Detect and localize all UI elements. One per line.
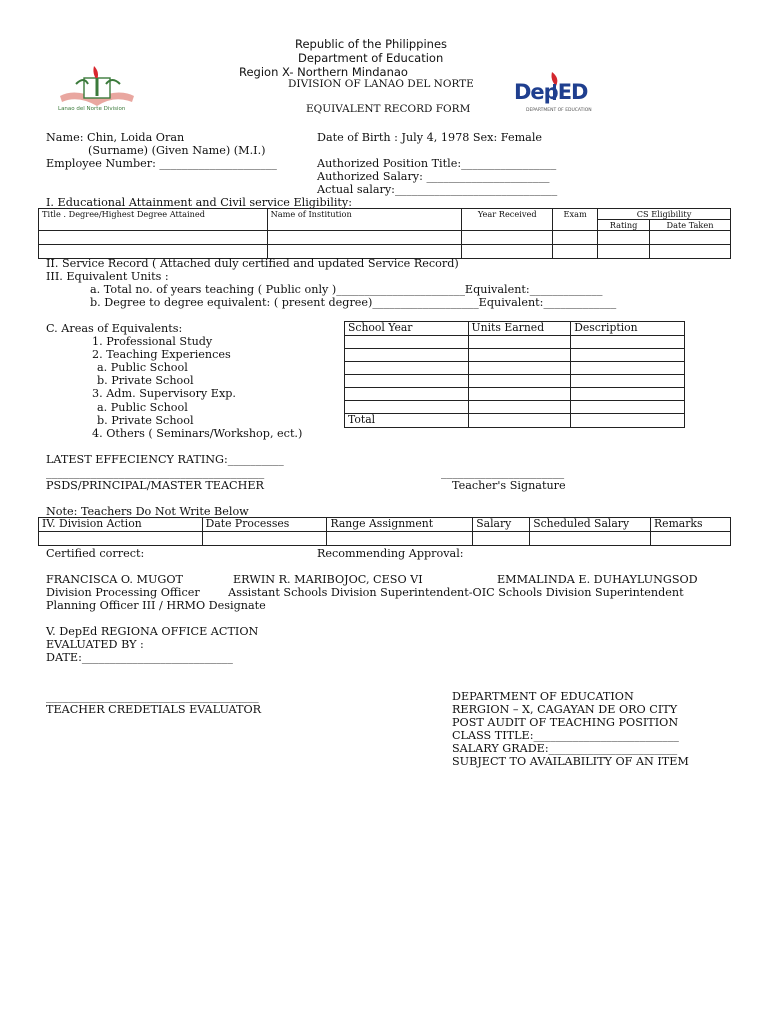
education-table [38,208,731,259]
section1-title: I. Educational Attainment and Civil service Eligibility: [46,196,352,209]
table-row [345,336,685,349]
col-remarks: Remarks [651,518,731,532]
signature-line-left: _______________________________________ [46,466,265,479]
table-row [345,388,685,401]
right-block-line: SALARY GRADE:_______________________ [452,742,678,755]
note: Note: Teachers Do Not Write Below [46,505,249,518]
signature-label-teacher: Teacher's Signature [452,479,566,492]
section2-title: II. Service Record ( Attached duly certified and updated Service Record) [46,257,459,270]
deped-logo-caption: DEPARTMENT OF EDUCATION [526,108,592,113]
evaluator-label: TEACHER CREDETIALS EVALUATOR [46,703,262,716]
col-exam: Exam [553,209,598,231]
area-item: 4. Others ( Seminars/Workshop, ect.) [92,427,303,440]
total-label: Total [345,414,469,428]
name-hint: (Surname) (Given Name) (M.I.) [88,144,266,157]
recommending-approval: Recommending Approval: [317,547,464,560]
area-item: b. Private School [97,374,194,387]
header-region: Region X- Northern Mindanao [239,65,408,79]
header-department: Department of Education [298,51,444,65]
form-title: EQUIVALENT RECORD FORM [306,103,471,115]
area-item: b. Private School [97,414,194,427]
actual-salary: Actual salary:_____________________________ [317,183,558,196]
col-range-assignment: Range Assignment [327,518,473,532]
right-block-line: DEPARTMENT OF EDUCATION [452,690,634,703]
col-school-year: School Year [345,322,469,336]
signatory-title-hrmo: Planning Officer III / HRMO Designate [46,599,266,612]
table-row [345,401,685,414]
signatory-maribojoc: ERWIN R. MARIBOJOC, CESO VI [233,573,423,586]
deped-logo [512,70,592,118]
table-row [345,362,685,375]
equivalent-a: a. Total no. of years teaching ( Public only )_______________________Equivalent:_____________ [90,283,603,296]
col-year-received: Year Received [462,209,553,231]
areas-title: C. Areas of Equivalents: [46,322,183,335]
signatory-duhaylungsod: EMMALINDA E. DUHAYLUNGSOD [497,573,698,586]
name-line: Name: Chin, Loida Oran [46,131,185,144]
table-row [345,375,685,388]
section3-title: III. Equivalent Units : [46,270,169,283]
right-block-line: RERGION – X, CAGAYAN DE ORO CITY [452,703,678,716]
col-degree: Title . Degree/Highest Degree Attained [39,209,268,231]
col-scheduled-salary: Scheduled Salary [530,518,651,532]
units-table [344,321,685,428]
division-logo [54,62,140,114]
table-row [39,231,731,245]
signatory-titles: Division Processing Officer Assistant Schools Division Superintendent-OIC Schools Division Superintendent [46,586,684,599]
evaluator-signature-line: ______________________________________ [46,690,259,703]
right-block-line: SUBJECT TO AVAILABILITY OF AN ITEM [452,755,689,768]
division-logo-caption: Lanao del Norte Division [58,106,126,112]
area-item: 1. Professional Study [92,335,213,348]
col-cs-eligibility: CS Eligibility [598,209,731,220]
latest-rating: LATEST EFFECIENCY RATING:__________ [46,453,284,466]
col-date-taken: Date Taken [650,220,731,231]
right-block-line: POST AUDIT OF TEACHING POSITION [452,716,679,729]
section5-title: V. DepEd REGIONA OFFICE ACTION [46,625,259,638]
table-row [39,532,731,546]
col-salary: Salary [473,518,530,532]
auth-salary: Authorized Salary: ______________________ [317,170,550,183]
col-division-action: IV. Division Action [39,518,203,532]
auth-position-title: Authorized Position Title:_________________ [317,157,557,170]
employee-number: Employee Number: _____________________ [46,157,277,170]
header-republic: Republic of the Philippines [295,37,448,51]
area-item: 2. Teaching Experiences [92,348,231,361]
signature-line-right: ______________________ [441,466,565,479]
dob-sex: Date of Birth : July 4, 1978 Sex: Female [317,131,543,144]
area-item: 3. Adm. Supervisory Exp. [92,387,236,400]
right-block-line: CLASS TITLE:__________________________ [452,729,679,742]
evaluation-date: DATE:___________________________ [46,651,233,664]
col-institution: Name of Institution [267,209,462,231]
col-date-processes: Date Processes [202,518,327,532]
col-units-earned: Units Earned [468,322,571,336]
equivalent-b: b. Degree to degree equivalent: ( present degree)___________________Equivalent:_____________ [90,296,617,309]
col-rating: Rating [598,220,650,231]
evaluated-by: EVALUATED BY : [46,638,144,651]
certified-correct: Certified correct: [46,547,145,560]
division-action-table [38,517,731,546]
table-row [345,349,685,362]
col-description: Description [571,322,685,336]
header-division: DIVISION OF LANAO DEL NORTE [288,78,474,90]
signature-label-psds: PSDS/PRINCIPAL/MASTER TEACHER [46,479,264,492]
area-item: a. Public School [97,401,188,414]
deped-logo-text: DepED [514,80,588,104]
signatory-mugot: FRANCISCA O. MUGOT [46,573,183,586]
area-item: a. Public School [97,361,188,374]
